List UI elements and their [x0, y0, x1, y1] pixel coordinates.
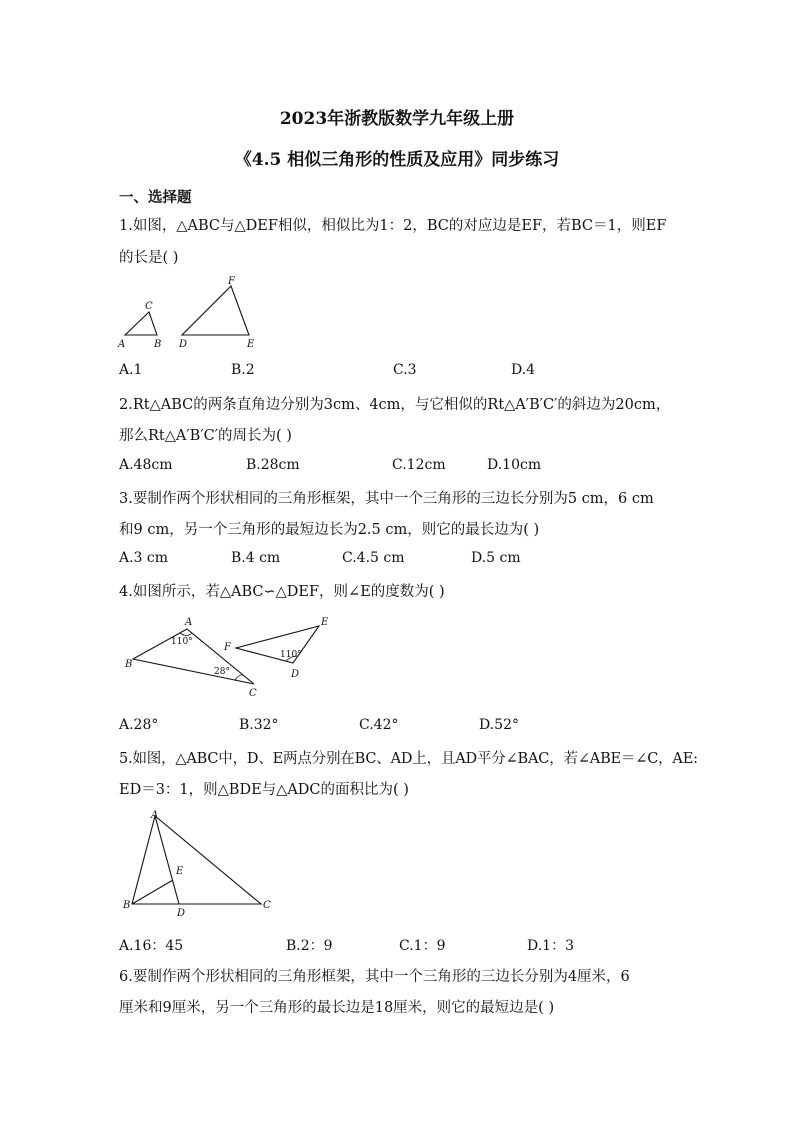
label-a: A	[151, 810, 159, 821]
triangle-def	[182, 286, 249, 335]
question-4-line-1: 4.如图所示，若△ABC∽△DEF，则∠E的度数为( )	[119, 584, 445, 600]
label-e: E	[321, 617, 329, 628]
label-d: D	[177, 908, 186, 919]
option-a[interactable]: A.48cm	[119, 457, 173, 473]
option-d[interactable]: D.1：3	[527, 938, 574, 954]
triangle-abc	[133, 629, 254, 684]
option-c[interactable]: C.12cm	[392, 457, 446, 473]
segment-be	[132, 880, 173, 904]
question-1-line-2: 的长是( )	[119, 250, 179, 266]
option-d[interactable]: D.52°	[479, 717, 519, 733]
question-1-figure	[115, 276, 265, 351]
label-f: F	[228, 276, 235, 287]
option-c[interactable]: C.42°	[359, 717, 399, 733]
label-a: A	[118, 339, 126, 350]
triangle-abc	[125, 312, 157, 335]
label-e: E	[247, 339, 255, 350]
option-a[interactable]: A.16：45	[119, 938, 184, 954]
option-b[interactable]: B.2：9	[286, 938, 333, 954]
label-c: C	[249, 688, 257, 699]
question-5-figure	[115, 806, 285, 921]
question-2-line-1: 2.Rt△ABC的两条直角边分别为3cm、4cm，与它相似的Rt△A′B′C′的斜边为20cm，	[119, 397, 671, 413]
angle-a-arc	[180, 633, 192, 636]
label-c: C	[263, 900, 271, 911]
question-4-figure	[115, 612, 345, 707]
question-6-line-2: 厘米和9厘米，另一个三角形的最长边是18厘米，则它的最短边是( )	[119, 1000, 555, 1016]
label-b: B	[123, 900, 131, 911]
question-5-line-1: 5.如图，△ABC中，D、E两点分别在BC、AD上，且AD平分∠BAC，若∠ABE＝∠C，AE:	[119, 751, 698, 767]
label-d: D	[291, 669, 300, 680]
question-6-line-1: 6.要制作两个形状相同的三角形框架，其中一个三角形的三边长分别为4厘米，6	[119, 969, 630, 985]
question-1-line-1: 1.如图，△ABC与△DEF相似，相似比为1：2，BC的对应边是EF，若BC＝1，则EF	[119, 218, 667, 234]
title-line-1: 2023年浙教版数学九年级上册	[279, 109, 515, 129]
option-a[interactable]: A.1	[119, 362, 143, 378]
option-b[interactable]: B.2	[231, 362, 255, 378]
option-a[interactable]: A.3 cm	[119, 550, 169, 566]
angle-c-value: 28°	[214, 667, 230, 677]
option-c[interactable]: C.4.5 cm	[342, 550, 405, 566]
option-b[interactable]: B.28cm	[246, 457, 300, 473]
option-b[interactable]: B.4 cm	[231, 550, 281, 566]
label-e: E	[176, 866, 184, 877]
question-2-line-2: 那么Rt△A′B′C′的周长为( )	[119, 428, 292, 444]
option-c[interactable]: C.1：9	[399, 938, 446, 954]
question-5-line-2: ED＝3：1，则△BDE与△ADC的面积比为( )	[119, 782, 409, 798]
label-b: B	[154, 339, 162, 350]
label-c: C	[145, 301, 153, 312]
title-line-2: 《4.5 相似三角形的性质及应用》同步练习	[234, 150, 560, 170]
label-b: B	[125, 659, 133, 670]
option-a[interactable]: A.28°	[119, 717, 159, 733]
option-b[interactable]: B.32°	[239, 717, 279, 733]
option-d[interactable]: D.10cm	[487, 457, 542, 473]
label-a: A	[185, 617, 193, 628]
angle-d-value: 110°	[280, 650, 302, 660]
triangle-abc	[132, 816, 261, 904]
question-3-line-1: 3.要制作两个形状相同的三角形框架，其中一个三角形的三边长分别为5 cm，6 cm	[119, 491, 654, 507]
label-d: D	[179, 339, 188, 350]
segment-ad	[155, 816, 179, 904]
option-d[interactable]: D.4	[511, 362, 536, 378]
option-c[interactable]: C.3	[393, 362, 417, 378]
label-f: F	[224, 642, 231, 653]
option-d[interactable]: D.5 cm	[471, 550, 521, 566]
question-3-line-2: 和9 cm，另一个三角形的最短边长为2.5 cm，则它的最长边为( )	[119, 522, 540, 538]
section-heading: 一、选择题	[119, 189, 192, 206]
angle-a-value: 110°	[171, 637, 193, 647]
angle-c-arc	[235, 675, 243, 680]
triangle-def	[236, 626, 319, 663]
